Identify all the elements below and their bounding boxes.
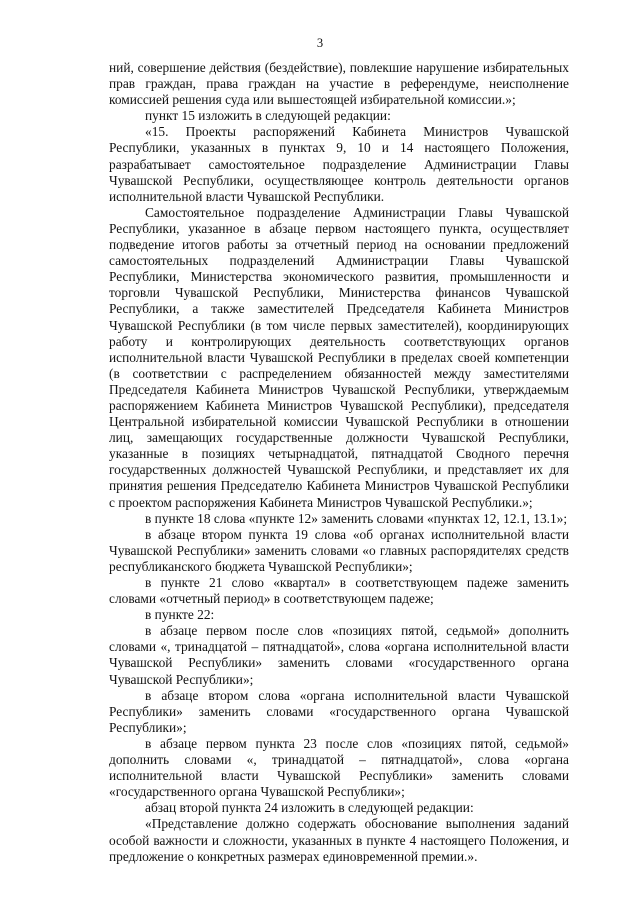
paragraph-item-24-text: «Представление должно содержать обоснование выполнения заданий особой важности и сложности, указанных в пункте 4 настоящего Положения, и предложение о конкретных размерах единовременной премии.».	[109, 816, 569, 864]
paragraph-item-22: в пункте 22:	[145, 607, 215, 623]
document-body	[109, 60, 569, 865]
paragraph-item-22-second: в абзаце втором слова «органа исполнительной власти Чувашской Республики» заменить словами «государственного органа Чувашской Республики»;	[109, 687, 569, 735]
paragraph-item-19: в абзаце втором пункта 19 слова «об органах исполнительной власти Чувашской Республики» заменить словами «о главных распорядителях средств республиканского бюджета Чувашской Республики»;	[109, 526, 569, 574]
paragraph-item-24-intro: абзац второй пункта 24 изложить в следующей редакции:	[145, 800, 474, 816]
paragraph-item-15-intro: пункт 15 изложить в следующей редакции:	[145, 108, 391, 124]
paragraph-item-23: в абзаце первом пункта 23 после слов «позициях пятой, седьмой» дополнить словами «, тринадцатой – пятнадцатой», слова «органа исполнительной власти Чувашской Республики» заменить словами «государственного органа Чувашской Республики»;	[109, 735, 569, 800]
paragraph-subdivision: Самостоятельное подразделение Администрации Главы Чувашской Республики, указанное в абзаце первом настоящего пункта, осуществляет подведение итогов работы за отчетный период на основании предложений самостоятельных подразделений Администрации Главы Чувашской Республики, Министерства экономического развития, промышленности и торговли Чувашской Республики, Министерства финансов Чувашской Республики, а также заместителей Председателя Кабинета Министров Чувашской Республики (в том числе первых заместителей), координирующих работу и контролирующих деятельность соответствующих органов исполнительной власти Чувашской Республики в пределах своей компетенции (в соответствии с распределением обязанностей между заместителями Председателя Кабинета Министров Чувашской Республики, утверждаемым распоряжением Кабинета Министров Чувашской Республики), председателя Центральной избирательной комиссии Чувашской Республики в отношении лиц, замещающих государственные должности Чувашской Республики, указанные в позициях четырнадцатой, пятнадцатой Сводного перечня государственных должностей Чувашской Республики, и представляет их для принятия решения Председателю Кабинета Министров Чувашской Республики с проектом распоряжения Кабинета Министров Чувашской Республики.»;	[109, 204, 569, 510]
paragraph-item-18: в пункте 18 слова «пункте 12» заменить словами «пунктах 12, 12.1, 13.1»;	[145, 510, 568, 526]
paragraph-continuation: ний, совершение действия (бездействие), повлекшие нарушение избирательных прав граждан, права граждан на участие в референдуме, неисполнение комиссией решения суда или вышестоящей избирательной комиссии.»;	[109, 60, 569, 108]
page-number: 3	[316, 36, 324, 50]
paragraph-item-21: в пункте 21 слово «квартал» в соответствующем падеже заменить словами «отчетный период» в соответствующем падеже;	[109, 575, 569, 607]
paragraph-item-15-text: «15. Проекты распоряжений Кабинета Министров Чувашской Республики, указанных в пунктах 9, 10 и 14 настоящего Положения, разрабатывает самостоятельное подразделение Администрации Главы Чувашской Республики, осуществляющее контроль деятельности органов исполнительной власти Чувашской Республики.	[109, 124, 569, 204]
paragraph-item-22-first: в абзаце первом после слов «позициях пятой, седьмой» дополнить словами «, тринадцатой – пятнадцатой», слова «органа исполнительной власти Чувашской Республики» заменить словами «государственного органа Чувашской Республики»;	[109, 623, 569, 687]
